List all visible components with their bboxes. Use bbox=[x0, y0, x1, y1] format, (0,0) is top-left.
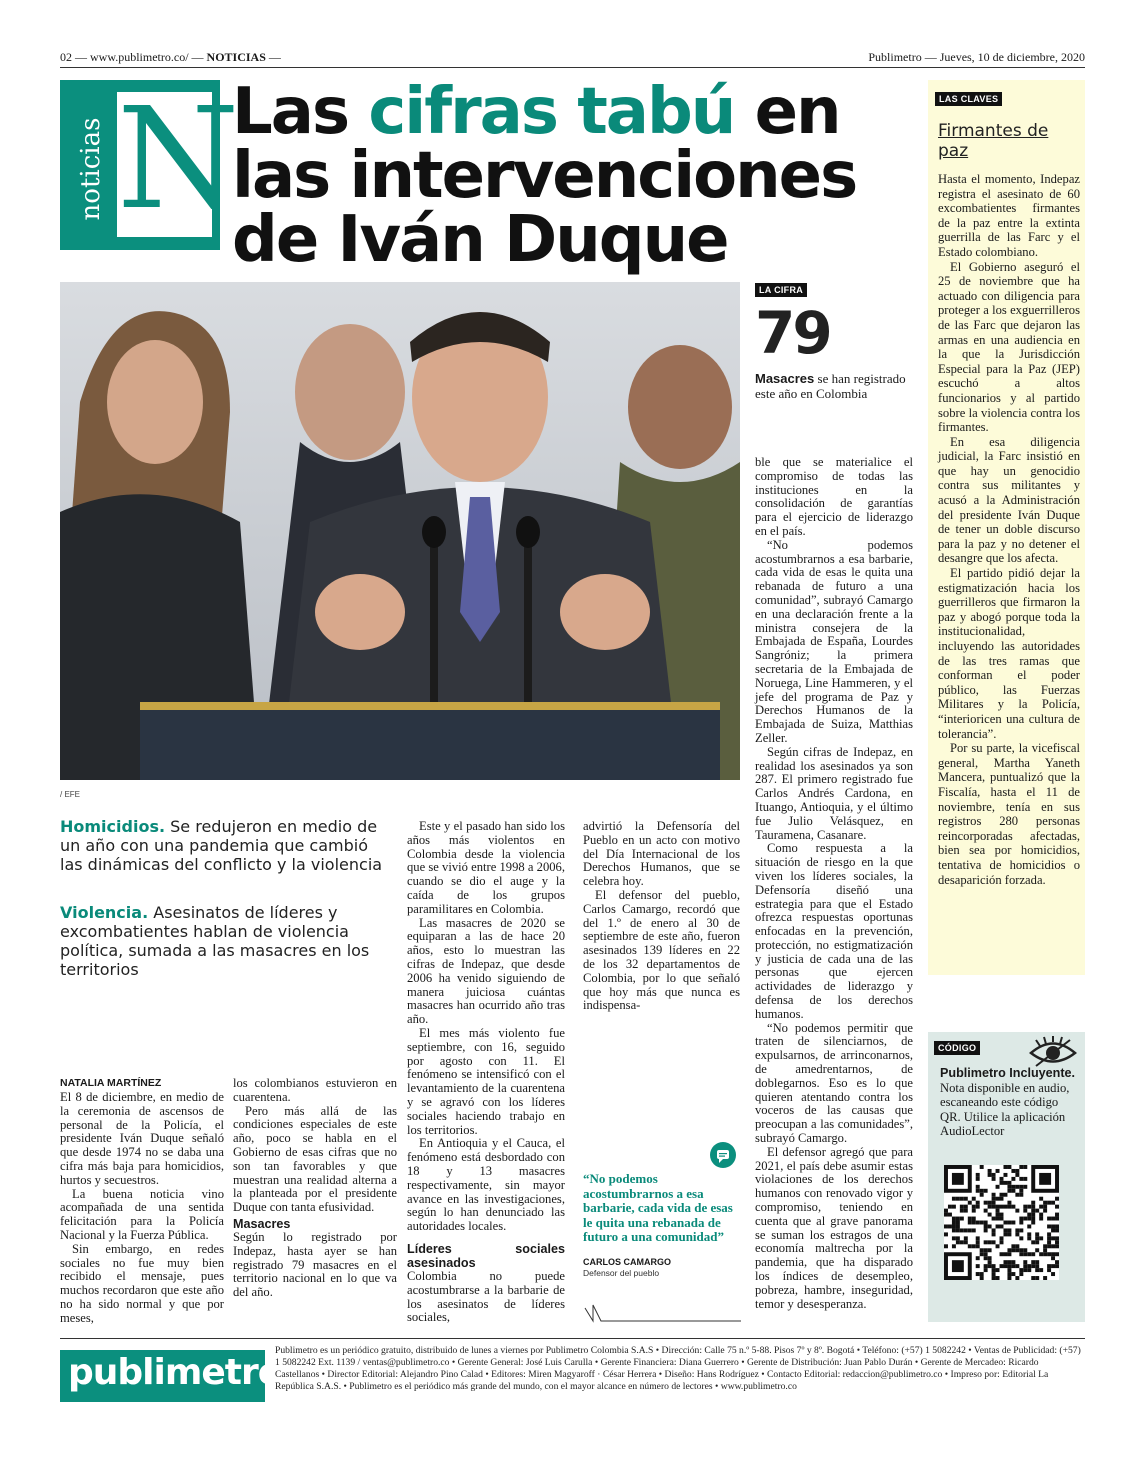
quote-author-role: Defensor del pueblo bbox=[583, 1268, 660, 1278]
qr-code[interactable] bbox=[944, 1165, 1059, 1280]
article-column-1 bbox=[60, 1091, 224, 1326]
paragraph: Pero más allá de las condiciones especiales de este año, poco se habla en el Gobierno de esas cifras que no son tan favorables y que muestran una realidad alterna a la planteada por el presidente Duque con tanta efusividad. bbox=[233, 1103, 397, 1215]
header-left bbox=[60, 50, 281, 65]
paragraph: los colombianos estuvieron en cuarentena. bbox=[233, 1076, 397, 1104]
quote-author: CARLOS CAMARGO bbox=[583, 1257, 671, 1267]
section-logo bbox=[60, 78, 240, 250]
paragraph: El mes más violento fue septiembre, con 16, seguido por agosto con 11. El fenómeno se intensificó con el levantamiento de la cuarentena y se agravó con los líderes sociales haciendo trabajo en los territorios. bbox=[407, 1025, 565, 1137]
footer-credits: Publimetro es un periódico gratuito, distribuido de lunes a viernes por Publimetro Colombia S.A.S • Dirección: Calle 75 n.º 5-88. Pisos 7º y 8º. Bogotá • Teléfono: (+57) 1 5082242 • Ventas de Publicidad: (+57) 1 5082242 Ext. 1139 / ventas@publimetro.co • Gerente General: José Luis Carulla • Gerente Financiera: Diana Guerrero • Gerente de Distribución: Juan Pablo Durán • Gerente de Mercadeo: Ricardo Castellanos • Director Editorial: Alejandro Pino Calad • Editores: Miren Magyaroff · César Herrera • Diseño: Hans Rodríguez • Contacto Editorial: redaccion@publimetro.co • Impreso por: Editorial La República S.A.S. • Publimetro es el periódico más grande del mundo, con el mayor alcance en número de lectores • www.publimetro.co bbox=[275, 1345, 1081, 1392]
paragraph: Por su parte, la vicefiscal general, Martha Yaneth Mancera, puntualizó que la Fiscalía, hasta el 11 de noviembre, tenía en sus registros 280 personas reincorporadas afectadas, bien sea por homicidios, tentativa de homicidios o desaparición forzada. bbox=[938, 741, 1080, 887]
summary-violencia bbox=[60, 903, 390, 979]
article-column-3 bbox=[407, 820, 565, 1325]
header-section: NOTICIAS bbox=[206, 50, 266, 64]
paragraph: Según lo registrado por Indepaz, hasta ayer se han registrado 79 masacres en el territorio nacional en lo que va del año. bbox=[233, 1229, 397, 1300]
eye-accessibility-icon bbox=[1028, 1036, 1078, 1070]
paragraph: advirtió la Defensoría del Pueblo en un acto con motivo del Día Internacional de los Derechos Humanos, que se celebra hoy. bbox=[583, 819, 740, 889]
header-divider bbox=[60, 67, 1085, 68]
codigo-text bbox=[940, 1066, 1078, 1139]
claves-title: Firmantes de paz bbox=[938, 121, 1049, 161]
publimetro-logo-text: publimetro bbox=[68, 1352, 282, 1393]
paragraph: Las masacres de 2020 se equiparan a las de hace 20 años, esto lo muestran las cifras de Indepaz, que desde 2006 ha venido siguiendo de manera juiciosa cuántas masacres han ocurrido año tras año. bbox=[407, 915, 565, 1027]
paragraph: El defensor del pueblo, Carlos Camargo, recordó que del 1.º de enero al 30 de septiembre de este año, fueron asesinados 139 líderes en 22 de los 32 departamentos de Colombia, por lo que señaló que hoy más que nunca es indispensa- bbox=[583, 887, 740, 1013]
cifra-text bbox=[755, 371, 915, 401]
headline-highlight: cifras tabú bbox=[368, 75, 735, 149]
claves-tag: LAS CLAVES bbox=[935, 92, 1002, 106]
paragraph: Colombia no puede acostumbrarse a la barbarie de los asesinatos de líderes sociales, bbox=[407, 1268, 565, 1325]
codigo-desc: Nota disponible en audio, escaneando este código QR. Utilice la aplicación AudioLector bbox=[940, 1080, 1070, 1139]
paragraph: Según cifras de Indepaz, en realidad los asesinados ya son 287. El primero registrado fue Carlos Andrés Cardona, en Ituango, Antioquia, y el último fue Julio Velásquez, en Tauramena, Casanare. bbox=[755, 744, 913, 842]
publimetro-logo bbox=[60, 1350, 282, 1402]
cifra-bold: Masacres bbox=[755, 371, 815, 386]
pull-quote: “No podemos acostumbrarnos a esa barbarie, cada vida de esas le quita una rebanada de futuro a una comunidad” bbox=[583, 1171, 733, 1244]
headline bbox=[232, 75, 892, 277]
summary-homicidios bbox=[60, 817, 390, 874]
cifra-tag: LA CIFRA bbox=[755, 283, 807, 297]
headline-part2: en las intervenciones de Iván Duque bbox=[232, 75, 857, 277]
paragraph: “No podemos acostumbrarnos a esa barbarie, cada vida de esas le quita una rebanada de futuro a una comunidad”, subrayó Camargo en una declaración frente a la ministra consejera de la Embajada de España, Lourdes Sangróniz; la primera secretaria de la Embajada de Noruega, Line Hammeren, y el jefe del programa de Paz y Derechos Humanos de la Embajada de Suiza, Matthias Zeller. bbox=[755, 537, 913, 745]
main-photo bbox=[60, 282, 740, 780]
paragraph: El Gobierno aseguró el 25 de noviembre que ha actuado con diligencia para proteger a los exguerrilleros de las Farc que dejaron las armas en una audiencia en la que la Jurisdicción Especial para la Paz (JEP) escuchó a altos funcionarios y al partido sobre la violencia contra los firmantes. bbox=[938, 259, 1080, 435]
summary-text: Asesinatos de líderes y excombatientes hablan de violencia política, sumada a las masacres en los territorios bbox=[60, 903, 370, 979]
section-logo-word-wrap bbox=[76, 104, 106, 234]
codigo-tag: CÓDIGO bbox=[934, 1041, 980, 1055]
paragraph: “No podemos permitir que traten de silenciarnos, de expulsarnos, de arrinconarnos, de amedrentarnos, de doblegarnos. Eso es lo que quieren atentando contra los voceros de las causas que preocupan a las comunidades”, subrayó Camargo. bbox=[755, 1020, 913, 1146]
paragraph: El partido pidió dejar la estigmatización hacia los guerrilleros que firmaron la paz y abogó porque toda la institucionalidad, incluyendo las autoridades de las tres ramas que conforman el poder público, las Fuerzas Militares y la Policía, “interioricen una cultura de tolerancia”. bbox=[938, 566, 1080, 741]
summary-lead: Homicidios. bbox=[60, 817, 166, 836]
section-logo-word: noticias bbox=[76, 117, 106, 221]
photo-credit: / EFE bbox=[60, 790, 81, 799]
subheading-masacres: Masacres bbox=[233, 1216, 291, 1231]
paragraph: La buena noticia vino acompañada de una sentida felicitación para la Policía Nacional y la Fuerza Pública. bbox=[60, 1186, 224, 1242]
section-logo-letter: N bbox=[117, 78, 240, 241]
article-column-4 bbox=[583, 820, 740, 1013]
quote-bubble-icon bbox=[710, 1142, 736, 1168]
claves-body bbox=[938, 172, 1080, 887]
paragraph: El 8 de diciembre, en medio de la ceremonia de ascensos de personal de la Policía, el presidente Iván Duque señaló que desde 1974 no se daba una cifra más baja para homicidios, hurtos y secuestros. bbox=[60, 1090, 224, 1187]
headline-part1: Las bbox=[232, 75, 369, 149]
footer-divider bbox=[60, 1338, 1085, 1339]
cifra-number: 79 bbox=[755, 299, 830, 367]
subheading-lideres: Líderes sociales asesinados bbox=[407, 1241, 565, 1270]
header-date: Publimetro — Jueves, 10 de diciembre, 2020 bbox=[868, 50, 1085, 64]
quote-decoration bbox=[583, 1303, 743, 1323]
byline: NATALIA MARTÍNEZ bbox=[60, 1077, 162, 1089]
paragraph: Hasta el momento, Indepaz registra el asesinato de 60 excombatientes firmantes de la paz entre la extinta guerrilla de las Farc y el Estado colombiano. bbox=[938, 172, 1080, 259]
photo-illustration bbox=[60, 282, 740, 780]
paragraph: El defensor agregó que para 2021, el país debe asumir estas violaciones de los derechos humanos con renovado vigor y compromiso, teniendo en cuenta que al grave panorama se suman los estragos de una economía maltrecha por la pandemia, que ha disparado los índices de desempleo, pobreza, hambre, inseguridad, temor y desesperanza. bbox=[755, 1144, 913, 1311]
quote-bubble-glyph bbox=[710, 1142, 736, 1168]
paragraph: Como respuesta a la situación de riesgo en la que viven los líderes sociales, la Defensoría diseñó una estrategia para que el Estado ofrezca respuestas oportunas enfocadas en la prevención, protección, no estigmatización y justicia de cada una de las personas que ejercen actividades de liderazgo y defensa de los derechos humanos. bbox=[755, 841, 913, 1021]
summary-text: Se redujeron en medio de un año con una pandemia que cambió las dinámicas del conflicto y la violencia bbox=[60, 817, 383, 874]
summary-lead: Violencia. bbox=[60, 903, 149, 922]
codigo-bold: Publimetro Incluyente. bbox=[940, 1066, 1076, 1080]
article-column-5 bbox=[755, 456, 913, 1311]
section-logo-box bbox=[117, 78, 240, 241]
paragraph: Sin embargo, en redes sociales no fue muy bien recibido el mensaje, pues muchos recordaron que este año no ha sido normal y que por meses, bbox=[60, 1241, 224, 1325]
article-column-2 bbox=[233, 1077, 397, 1300]
header-dash: — bbox=[265, 50, 281, 64]
paragraph: ble que se materialice el compromiso de todas las instituciones en la consolidación de garantías para el ejercicio de liderazgo en el país. bbox=[755, 455, 913, 538]
paragraph: Este y el pasado han sido los años más violentos en Colombia desde la violencia que se vivió entre 1998 a 2006, cuando se dio el auge y la caída de los grupos paramilitares en Colombia. bbox=[407, 819, 565, 916]
qr-code-pattern bbox=[944, 1165, 1059, 1280]
paragraph: En esa diligencia judicial, la Farc insistió en que hay un genocidio contra sus militantes y acusó a la Administración del presidente Iván Duque de tener un doble discurso para la paz y no detener el desangre que los afecta. bbox=[938, 434, 1080, 566]
cifra-desc: se han registrado este año en Colombia bbox=[755, 371, 906, 401]
paragraph: En Antioquia y el Cauca, el fenómeno está desbordado con 18 y 13 masacres respectivamente, sin mayor avance en las investigaciones, según lo han denunciado las autoridades locales. bbox=[407, 1136, 565, 1234]
header-url: 02 — www.publimetro.co/ — bbox=[60, 50, 204, 64]
